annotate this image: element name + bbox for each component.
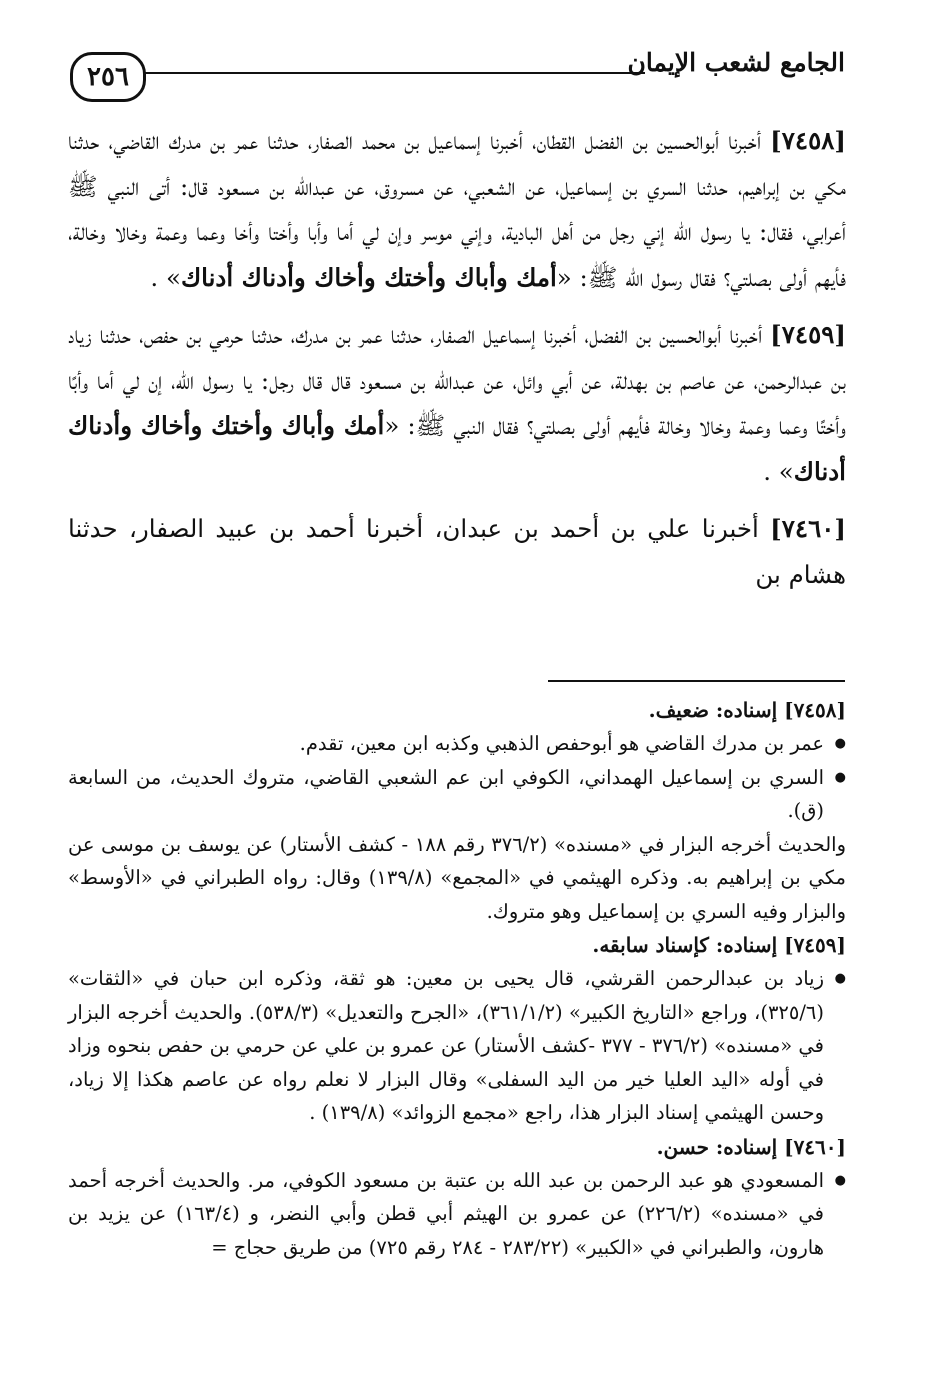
footnote-heading: [٧٤٥٩] إسناده: كإسناد سابقه. (592, 933, 846, 957)
page-header (70, 40, 845, 112)
header-rule (143, 72, 645, 74)
hadith-end: » . (763, 456, 794, 486)
hadith-number: [٧٤٥٩] (770, 320, 846, 349)
hadith-paragraph (68, 312, 846, 494)
hadith-text: أخبرنا أبوالحسين بن الفضل، أخبرنا إسماعيل الصفار، حدثنا عمر بن مدرك، حدثنا حرمي بن حفص، حدثنا زياد بن عبدالرحمن، عن عاصم بن بهدلة، عن أبي وائل، عن عبدالله بن مسعود قال قال رجل: يا رسول الله، إن لي أما وأبًا وأختًا وعما وعمة وخالا وخالة فأيهم أولى بصلتي؟ فقال النبي ﷺ: « (68, 320, 846, 440)
main-text (68, 118, 846, 597)
hadith-quote: أمك وأباك وأختك وأخاك وأدناك أدناك (180, 262, 557, 292)
hadith-end: » . (150, 262, 181, 292)
hadith-paragraph (68, 506, 846, 597)
hadith-paragraph (68, 118, 846, 300)
hadith-text: أخبرنا علي بن أحمد بن عبدان، أخبرنا أحمد بن عبيد الصفار، حدثنا هشام بن (68, 514, 846, 589)
footnotes (68, 693, 846, 1264)
hadith-text: أخبرنا أبوالحسين بن الفضل القطان، أخبرنا إسماعيل بن محمد الصفار، حدثنا عمر بن مدرك القاضي، حدثنا مكي بن إبراهيم، حدثنا السري بن إسماعيل، عن الشعبي، عن مسروق، عن عبدالله بن مسعود قال: أتى النبي ﷺ أعرابي، فقال: يا رسول الله إني رجل من أهل البادية، وإني موسر وإن لي أما وأبا وأختا وأخا وعما وعمة وخالا وخالة، فأيهم أولى بصلتي؟ فقال رسول الله ﷺ: « (68, 126, 846, 292)
footnote-heading: [٧٤٦٠] إسناده: حسن. (656, 1134, 846, 1159)
page-number: ٢٥٦ (70, 52, 146, 102)
footnote-bullet: ● المسعودي هو عبد الرحمن بن عبد الله بن عتبة بن مسعود الكوفي، مر. والحديث أخرجه أحمد في «مسنده» (٢٢٦/٢) عن عمرو بن الهيثم أبي قطن وأبي النضر، و (١٦٣/٤) عن يزيد بن هارون، والطبراني في «الكبير» (٢٨٣/٢٢ - ٢٨٤ رقم ٧٢٥) من طريق حجاج = (68, 1164, 846, 1265)
footnote-text: والحديث أخرجه البزار في «مسنده» (٣٧٦/٢ رقم ١٨٨ - كشف الأستار) عن يوسف بن موسى عن مكي بن إبراهيم به. وذكره الهيثمي في «المجمع» (١٣٩/٨) وقال: رواه الطبراني في «الأوسط» والبزار وفيه السري بن إسماعيل وهو متروك. (68, 832, 846, 923)
hadith-quote: أمك وأباك وأختك وأخاك وأدناك أدناك (68, 411, 846, 486)
footnote-heading: [٧٤٥٨] إسناده: ضعيف. (648, 698, 846, 722)
book-title: الجامع لشعب الإيمان (627, 48, 845, 77)
footnote-bullet: ● عمر بن مدرك القاضي هو أبوحفص الذهبي وكذبه ابن معين، تقدم. (68, 727, 846, 761)
hadith-number: [٧٤٦٠] (770, 514, 846, 543)
footnote-divider (548, 680, 845, 682)
footnote-bullet: ● السري بن إسماعيل الهمداني، الكوفي ابن عم الشعبي القاضي، متروك الحديث، من السابعة (ق). (68, 761, 846, 828)
hadith-number: [٧٤٥٨] (770, 126, 846, 155)
footnote-bullet: ● زياد بن عبدالرحمن القرشي، قال يحيى بن معين: هو ثقة، وذكره ابن حبان في «الثقات» (٣٢٥/٦)، وراجع «التاريخ الكبير» (٣٦١/١/٢)، «الجرح والتعديل» (٥٣٨/٣). والحديث أخرجه البزار في «مسنده» (٣٧٦/٢ - ٣٧٧ -كشف الأستار) عن عمرو بن علي عن حرمي بن حفص بنحوه وزاد في أوله «اليد العليا خير من اليد السفلى» وقال البزار لا نعلم رواه عن عاصم هكذا إلا زياد، وحسن الهيثمي إسناد البزار هذا، راجع «مجمع الزوائد» (١٣٩/٨) . (68, 962, 846, 1130)
